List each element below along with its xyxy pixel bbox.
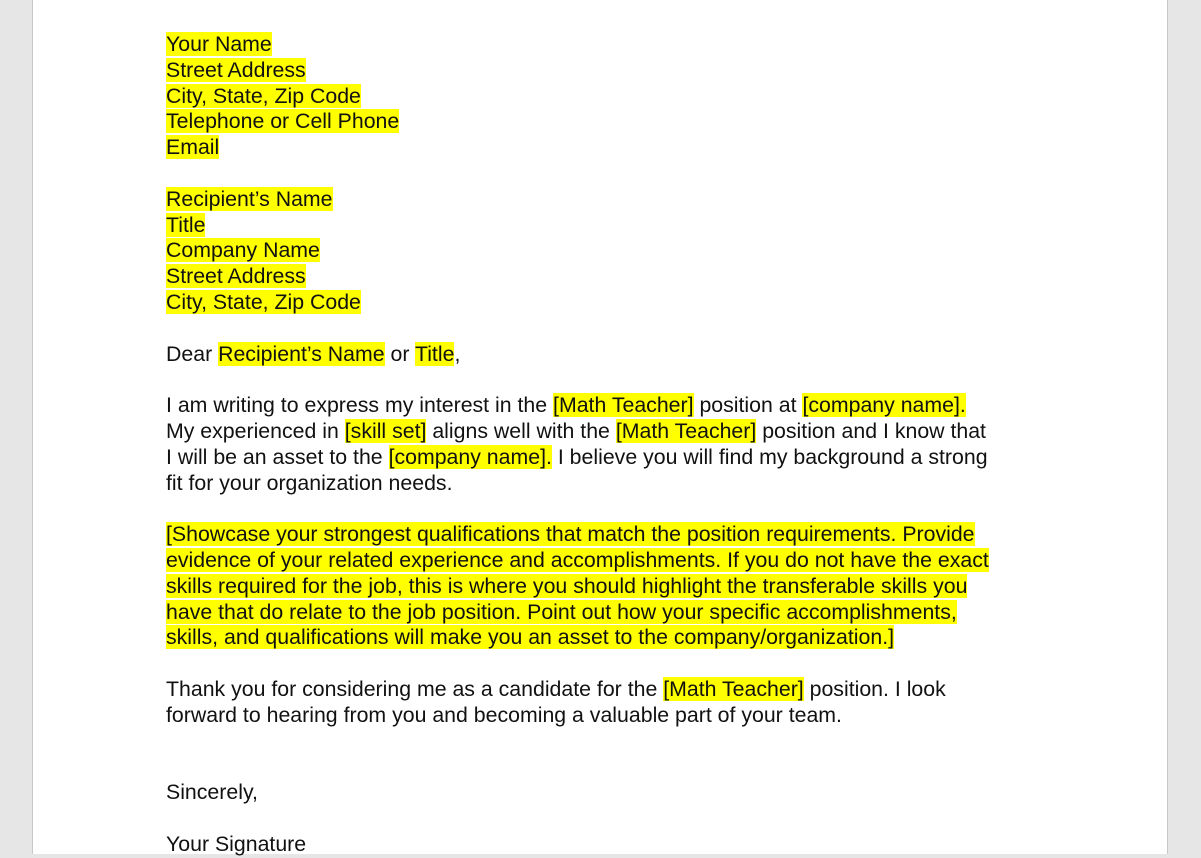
qualifications-line: skills, and qualifications will make you an asset to the company/organization.] — [166, 625, 895, 650]
signature-text: Your Signature — [166, 831, 307, 856]
text-run: I believe you will find my background a strong — [551, 444, 988, 469]
placeholder-skill-set: [skill set] — [344, 418, 427, 443]
placeholder-position: [Math Teacher] — [663, 676, 804, 701]
closing-paragraph — [166, 677, 1046, 729]
recipient-street: Street Address — [166, 264, 306, 289]
sender-street: Street Address — [166, 57, 306, 82]
salutation-title: Title — [414, 341, 455, 366]
qualifications-line: [Showcase your strongest qualifications that match the position requirements. Provide — [166, 522, 975, 547]
salutation-name: Recipient’s Name — [218, 341, 385, 366]
text-run: I will be an asset to the — [166, 444, 389, 469]
text-run: My experienced in — [166, 418, 345, 443]
salutation-lead: Dear — [166, 341, 219, 366]
text-run: position at — [693, 393, 803, 418]
qualifications-line: skills required for the job, this is where you should highlight the transferable skills you — [166, 573, 968, 598]
text-run: fit for your organization needs. — [166, 470, 453, 495]
placeholder-position: [Math Teacher] — [615, 418, 757, 443]
letter-body — [166, 32, 1046, 858]
text-run: Thank you for considering me as a candidate for the — [166, 676, 664, 701]
recipient-name: Recipient’s Name — [166, 186, 333, 211]
qualifications-line: evidence of your related experience and accomplishments. If you do not have the exact — [166, 547, 989, 572]
salutation-comma: , — [454, 341, 461, 366]
salutation — [166, 342, 1046, 368]
qualifications-paragraph — [166, 522, 1046, 651]
recipient-block — [166, 187, 1046, 316]
closing — [166, 780, 1046, 806]
text-run: I am writing to express my interest in the — [166, 393, 554, 418]
text-run: forward to hearing from you and becoming a valuable part of your team. — [166, 702, 842, 727]
recipient-title: Title — [166, 212, 206, 237]
text-run: aligns well with the — [426, 418, 616, 443]
qualifications-line: have that do relate to the job position. Point out how your specific accomplishments, — [166, 599, 957, 624]
sender-block — [166, 32, 1046, 161]
placeholder-position: [Math Teacher] — [553, 393, 694, 418]
recipient-company: Company Name — [166, 238, 320, 263]
text-run: position and I know that — [756, 418, 986, 443]
placeholder-company: [company name]. — [388, 444, 552, 469]
sender-phone: Telephone or Cell Phone — [166, 109, 400, 134]
intro-paragraph — [166, 393, 1046, 496]
placeholder-company: [company name]. — [802, 393, 966, 418]
closing-text: Sincerely, — [166, 780, 258, 805]
sender-city: City, State, Zip Code — [166, 83, 361, 108]
recipient-city: City, State, Zip Code — [166, 289, 361, 314]
sender-email: Email — [166, 135, 220, 160]
document-page — [32, 0, 1168, 854]
text-run: position. I look — [803, 676, 946, 701]
salutation-or: or — [384, 341, 415, 366]
sender-name: Your Name — [166, 32, 272, 56]
